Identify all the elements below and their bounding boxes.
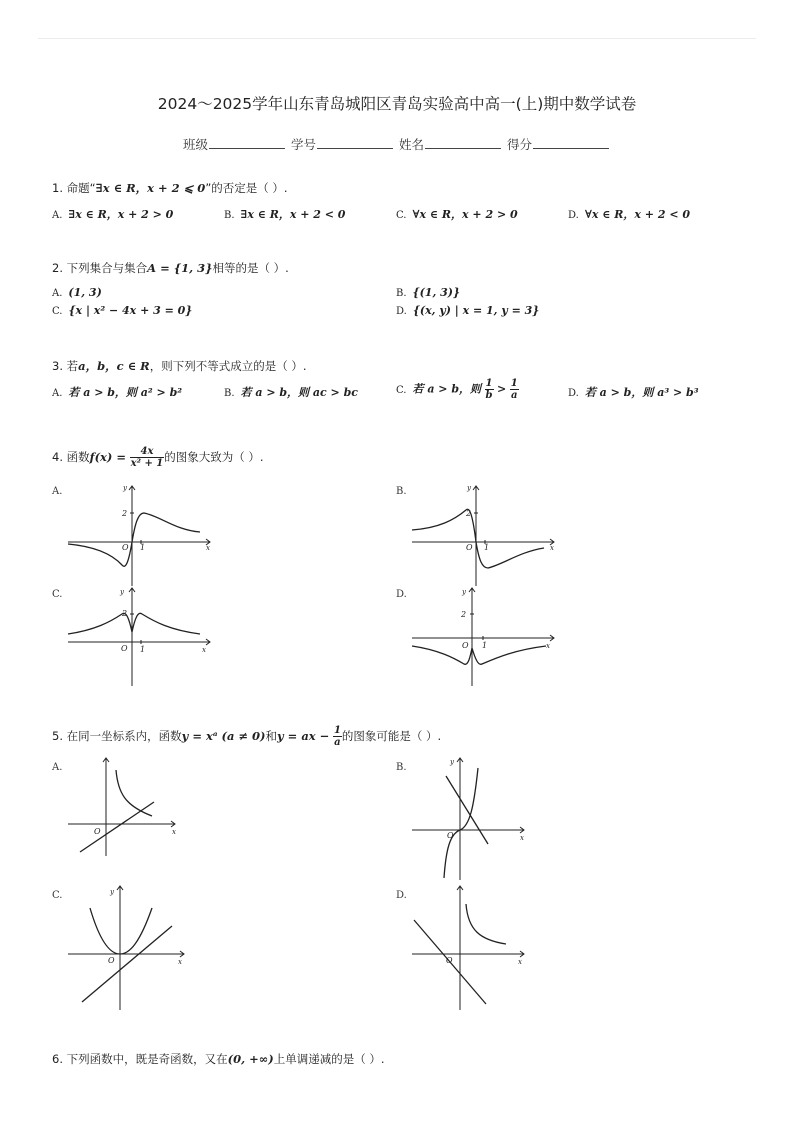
q3-option-d[interactable]: D. 若 a > b，则 a³ > b³ <box>568 386 699 399</box>
q5-option-b-label[interactable]: B. <box>396 762 407 773</box>
q1-option-b[interactable]: B. ∃x ∈ R，x + 2 < 0 <box>224 208 346 221</box>
q4a-tick-1: 1 <box>140 543 146 552</box>
q4a-tick-2: 2 <box>122 509 128 518</box>
q4-option-b-label[interactable]: B. <box>396 486 407 497</box>
q4b-origin: O <box>466 543 473 552</box>
q1-option-c[interactable]: C. ∀x ∈ R，x + 2 > 0 <box>396 208 518 221</box>
q6-stem-pre: 6. 下列函数中，既是奇函数，又在 <box>52 1052 228 1066</box>
score-blank[interactable] <box>533 137 609 149</box>
q1-stem-math: ∃x ∈ R，x + 2 ⩽ 0 <box>95 181 206 195</box>
q5-stem-math-1: y = xᵃ (a ≠ 0) <box>181 729 266 743</box>
id-blank[interactable] <box>317 137 393 149</box>
q5-stem-post: 的图象可能是（ ）. <box>341 729 442 743</box>
q5-graph-b <box>404 754 534 884</box>
q4-option-d-label[interactable]: D. <box>396 589 407 600</box>
q5-stem-pre: 5. 在同一坐标系内，函数 <box>52 729 182 743</box>
question-2-stem <box>52 260 289 276</box>
name-blank[interactable] <box>425 137 501 149</box>
q2-option-a[interactable]: A. (1, 3) <box>52 286 102 299</box>
q2-option-d[interactable]: D. {(x, y) | x = 1, y = 3} <box>396 304 540 317</box>
q4-graph-c <box>60 584 220 694</box>
q3-stem-pre: 3. 若 <box>52 359 79 373</box>
question-1-stem <box>52 180 288 196</box>
q4c-y-label: y <box>120 588 124 596</box>
q4-stem-math: f(x) = <box>89 450 126 464</box>
q4-graph-b <box>404 480 564 590</box>
q2-stem-pre: 2. 下列集合与集合 <box>52 261 148 275</box>
top-divider <box>38 38 756 39</box>
q5-graph-c <box>60 882 190 1012</box>
q4c-tick-1: 1 <box>140 645 146 654</box>
q2-stem-post: 相等的是（ ）. <box>212 261 289 275</box>
q5-stem-mid: 和 <box>265 729 277 743</box>
q5d-x-label: x <box>518 958 522 966</box>
q3-option-b[interactable]: B. 若 a > b，则 ac > bc <box>224 386 358 399</box>
q4d-tick-2: 2 <box>461 610 467 619</box>
q2-option-c[interactable]: C. {x | x² − 4x + 3 = 0} <box>52 304 193 317</box>
q4c-x-label: x <box>202 646 206 654</box>
q1-option-d[interactable]: D. ∀x ∈ R，x + 2 < 0 <box>568 208 691 221</box>
q5b-y-label: y <box>450 758 454 766</box>
q3-stem-math: a，b，c ∈ R <box>78 359 150 373</box>
q4b-tick-2: 2 <box>466 509 472 518</box>
q5b-x-label: x <box>520 834 524 842</box>
score-label: 得分 <box>506 137 532 152</box>
q4-stem-post: 的图象大致为（ ）. <box>164 450 264 464</box>
q4d-tick-1: 1 <box>482 641 488 650</box>
q4a-y-label: y <box>123 484 127 492</box>
q4c-tick-2: 2 <box>122 609 128 618</box>
q4d-x-label: x <box>546 642 550 650</box>
exam-title: 2024～2025学年山东青岛城阳区青岛实验高中高一(上)期中数学试卷 <box>157 95 637 113</box>
q4-graph-d <box>404 584 564 694</box>
q4d-y-label: y <box>462 588 466 596</box>
q5-graph-d <box>404 882 534 1012</box>
q4-graph-a <box>60 480 220 590</box>
q3c-frac-2: $\frac{1}{a}$ <box>510 378 518 401</box>
class-blank[interactable] <box>209 137 285 149</box>
q1-stem-pre: 1. 命题“ <box>52 181 96 195</box>
q5-option-a-label[interactable]: A. <box>52 762 63 773</box>
q2-stem-math: A = {1, 3} <box>147 261 213 275</box>
q5-option-c-label[interactable]: C. <box>52 890 63 901</box>
q1-stem-post: ”的否定是（ ）. <box>205 181 288 195</box>
q4-option-a-label[interactable]: A. <box>52 486 63 497</box>
q4-stem-frac: $\frac{4x}{\text{x² + 1}}$ <box>130 446 164 469</box>
q3c-frac-1: $\frac{1}{b}$ <box>485 378 493 401</box>
q5a-origin: O <box>94 827 101 836</box>
name-label: 姓名 <box>398 137 424 152</box>
q5c-y-label: y <box>110 888 114 896</box>
q4b-tick-1: 1 <box>484 543 490 552</box>
q6-stem-post: 上单调递减的是（ ）. <box>273 1052 385 1066</box>
q5-option-d-label[interactable]: D. <box>396 890 407 901</box>
q5-stem-frac: $\frac{1}{a}$ <box>333 725 341 748</box>
q4-option-c-label[interactable]: C. <box>52 589 63 600</box>
question-3-stem <box>52 358 307 374</box>
q3-option-a[interactable]: A. 若 a > b，则 a² > b² <box>52 386 183 399</box>
q5a-x-label: x <box>172 828 176 836</box>
q4-stem-pre: 4. 函数 <box>52 450 90 464</box>
student-info-row <box>0 135 794 153</box>
q3-option-c[interactable]: C. 若 a > b，则 $\frac{1}{b}$ > $\frac{1}{a}$ <box>396 378 518 401</box>
q4c-origin: O <box>121 644 128 653</box>
q6-stem-math: (0, +∞) <box>227 1052 274 1066</box>
q5c-origin: O <box>108 956 115 965</box>
question-5-stem <box>52 725 441 748</box>
question-6-stem <box>52 1051 385 1067</box>
q4a-origin: O <box>122 543 129 552</box>
q5-stem-math-2: y = ax − <box>277 729 330 743</box>
q5d-origin: O <box>446 956 453 965</box>
q4b-x-label: x <box>550 544 554 552</box>
q4a-x-label: x <box>206 544 210 552</box>
q4d-origin: O <box>462 641 469 650</box>
class-label: 班级 <box>182 137 208 152</box>
question-4-stem <box>52 446 264 469</box>
q3-stem-post: ，则下列不等式成立的是（ ）. <box>149 359 307 373</box>
q1-option-a[interactable]: A. ∃x ∈ R，x + 2 > 0 <box>52 208 174 221</box>
q4b-y-label: y <box>467 484 471 492</box>
q5c-x-label: x <box>178 958 182 966</box>
id-label: 学号 <box>290 137 316 152</box>
q2-option-b[interactable]: B. {(1, 3)} <box>396 286 461 299</box>
q5-graph-a <box>60 754 190 860</box>
q5b-origin: O <box>447 831 454 840</box>
